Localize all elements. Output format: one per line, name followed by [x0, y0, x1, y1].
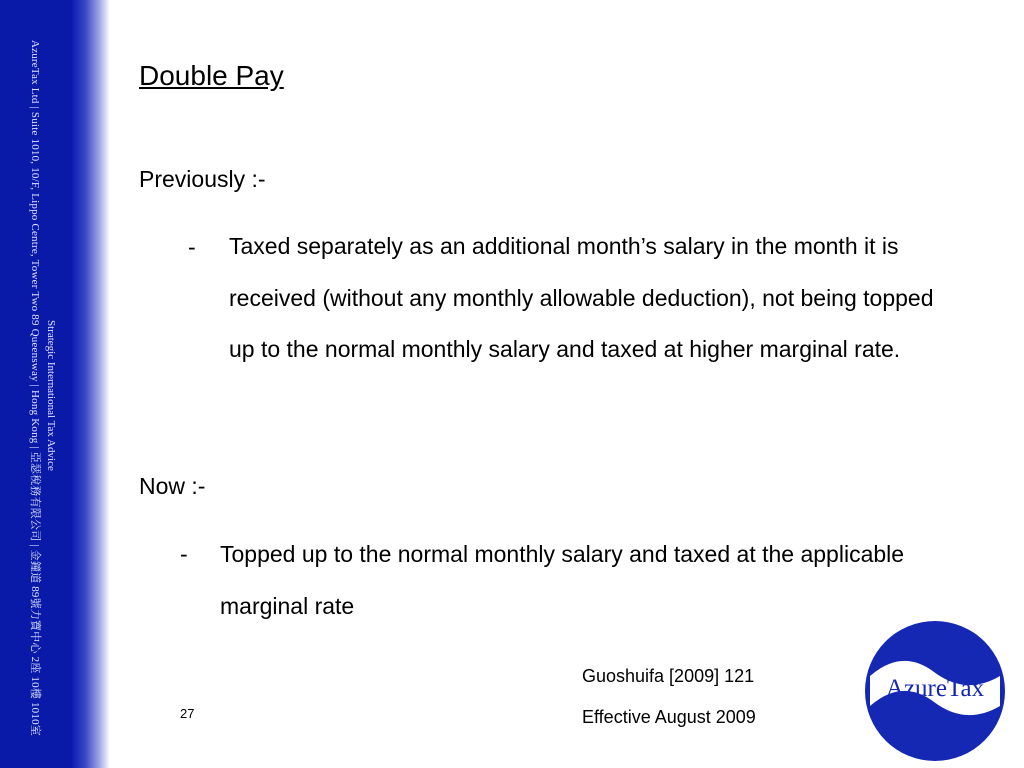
slide-title: Double Pay: [139, 60, 284, 91]
company-tagline: Strategic International Tax Advice: [45, 320, 57, 471]
regulation-reference: Guoshuifa [2009] 121: [582, 666, 755, 686]
effective-date: Effective August 2009: [582, 707, 756, 727]
logo-text: AzureTax: [885, 675, 985, 702]
company-address: AzureTax Ltd | Suite 1010, 10/F, Lippo Centre, Tower Two 89 Queensway | Hong Kong | 亞瑟稅務有限公司 | 金鐘道 89號力寶中心 2座 10樓 1010室: [29, 40, 41, 736]
azuretax-logo: [862, 618, 1008, 764]
bullet-dash: -: [180, 541, 188, 567]
previously-heading: Previously :-: [139, 166, 266, 192]
now-heading: Now :-: [139, 473, 206, 499]
previously-bullet: Taxed separately as an additional month’s salary in the month it is received (without any monthly allowable deduction), not being topped up to the normal monthly salary and taxed at higher marginal rate.: [229, 233, 934, 362]
sidebar-gradient: [72, 0, 110, 768]
page-number: 27: [180, 706, 195, 721]
now-bullet: Topped up to the normal monthly salary and taxed at the applicable marginal rate: [220, 541, 905, 619]
bullet-dash: -: [188, 234, 196, 260]
